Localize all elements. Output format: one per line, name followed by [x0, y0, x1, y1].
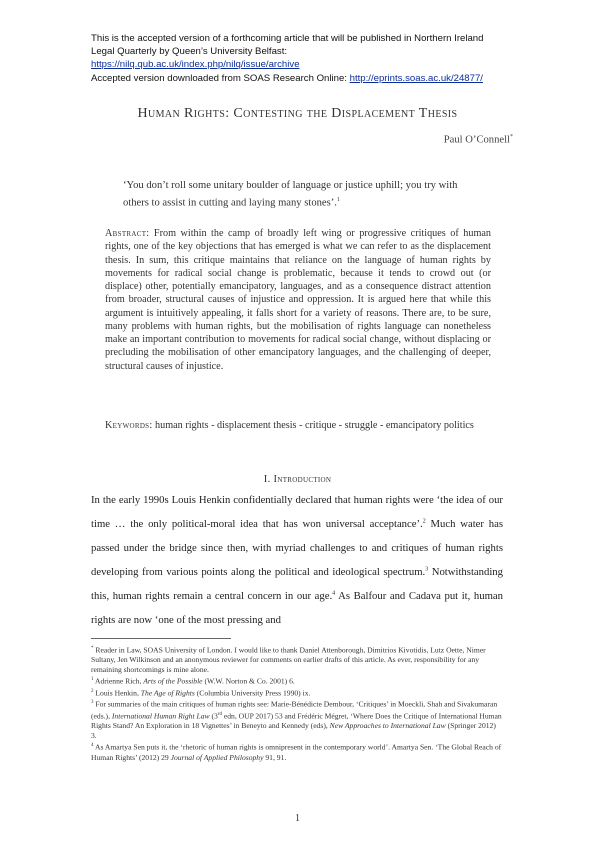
footnote-2 [91, 687, 503, 698]
footnote-separator [91, 638, 231, 639]
footnote-ref-2: 2 [422, 518, 426, 525]
footnote-ref-3: 3 [425, 566, 429, 573]
footnote-text: (Springer 2012) 3. [91, 721, 496, 741]
footnote-text: (Columbia University Press 1990) ix. [194, 688, 311, 698]
banner-line-4 [91, 72, 531, 85]
article-title: Human Rights: Contesting the Displacement Thesis [137, 106, 458, 121]
footnote-ref-4: 4 [332, 590, 336, 597]
body-text-1: In the early 1990s Louis Henkin confidentially declared that human rights were ‘the idea of our time … the only political-moral idea that has won universal acceptance’. [91, 494, 503, 531]
banner-download-label: Accepted version downloaded from SOAS Research Online: [91, 72, 350, 84]
banner-line-2: Legal Quarterly by Queen’s University Belfast: [91, 46, 288, 58]
epigraph [123, 178, 478, 211]
footnote-text: Reader in Law, SOAS University of London. I would like to thank Daniel Attenborough, Dimitrios Kivotidis, Lutz Oette, Nimer Sultany, Jen Wilkinson and an anonymous reviewer for comments on earlier drafts of this article. As ever, responsibility for any remaining shortcomings is mine alone. [91, 645, 486, 675]
section-heading: I. Introduction [263, 474, 332, 485]
repository-banner [91, 32, 531, 85]
author-line [444, 134, 513, 146]
body-text-4: As Balfour and Cadava put it, human rights are now ‘one of the most pressing and [91, 590, 503, 627]
footnote-author [91, 644, 503, 675]
footnote-book-title: Arts of the Possible [143, 676, 203, 686]
footnote-text: (W.W. Norton & Co. 2001) 6. [202, 676, 295, 686]
body-text-3: Notwithstanding this, human rights remain a central concern in our age. [91, 566, 503, 603]
author-name: Paul O’Connell [443, 134, 510, 146]
footnote-marker: 2 [91, 688, 94, 694]
footnote-marker: 1 [91, 677, 94, 683]
ordinal-suffix: rd [217, 711, 222, 717]
footnote-3 [91, 698, 503, 741]
keywords-text: human rights - displacement thesis - critique - struggle - emancipatory politics [155, 420, 474, 431]
journal-archive-link[interactable]: https://nilq.qub.ac.uk/index.php/nilq/issue/archive [91, 59, 300, 71]
epigraph-footnote-marker: 1 [336, 197, 340, 203]
epigraph-text: ‘You don’t roll some unitary boulder of language or justice uphill; you try with others to assist in cutting and laying many stones’. [123, 180, 458, 209]
footnote-text: (3 [209, 711, 218, 721]
footnote-marker: 4 [91, 743, 94, 749]
eprints-link[interactable]: http://eprints.soas.ac.uk/24877/ [349, 72, 483, 84]
footnote-text: edn, OUP 2017) 53 and Frédéric Mégret, ‘Where Does the Critique of International Human Rights Stand? An Exploration in 18 Vignettes’ in Beneyto and Kennedy (eds), [91, 711, 502, 731]
abstract-text: From within the camp of broadly left wing or progressive critiques of human rights, one of the key objections that has emerged is what we can refer to as the displacement thesis. In sum, this critique maintains that reliance on the language of human rights by movements for radical social change is problematic, because it tends to crowd out (or displace) other, potentially emancipatory, languages, and as a consequence distract attention from broader, structural causes of injustice and oppression. It is argued here that while this argument is intuitively appealing, it falls short for a variety of reasons. There are, to be sure, many problems with human rights, but the mobilisation of rights language can nonetheless make an important contribution to movements for radical social change, without displacing or precluding the mobilisation of other emancipatory languages, and the challenging of deeper, structural causes of injustice. [105, 228, 491, 372]
footnote-book-title: New Approaches to International Law [329, 721, 446, 731]
body-text-2: Much water has passed under the bridge since then, with myriad challenges to and critiques of human rights developing from various points along the political and ideological spectrum. [91, 518, 503, 579]
footnote-marker: 3 [91, 700, 94, 706]
footnote-book-title: The Age of Rights [140, 688, 195, 698]
footnote-1 [91, 675, 503, 686]
footnote-text: Louis Henkin, [93, 688, 141, 698]
footnotes [91, 644, 503, 763]
author-footnote-marker: * [510, 134, 513, 140]
footnote-journal-title: Journal of Applied Philosophy [170, 752, 264, 762]
keywords-label: Keywords: [105, 420, 153, 431]
page-number: 1 [295, 813, 300, 824]
footnote-text: Adrienne Rich, [93, 676, 144, 686]
keywords [105, 419, 491, 432]
abstract-label: Abstract: [105, 228, 150, 239]
banner-line-1: This is the accepted version of a forthcoming article that will be published in Northern Ireland [91, 33, 484, 44]
footnote-text: 91, 91. [263, 752, 287, 762]
footnote-book-title: International Human Right Law [111, 711, 210, 721]
footnote-marker: * [91, 646, 94, 651]
abstract [105, 227, 491, 373]
body-paragraph [91, 488, 503, 633]
footnote-text: As Amartya Sen puts it, the ‘rhetoric of human rights is omnipresent in the contemporary world’. Amartya Sen. ‘The Global Reach of Human Rights’ (2012) 29 [91, 742, 502, 762]
footnote-4 [91, 741, 503, 762]
footnote-text: For summaries of the main critiques of human rights see: Marie-Bénédicte Dembour, ‘Critiques’ in Moeckli, Shah and Sivakumaran (eds.), [91, 699, 498, 721]
